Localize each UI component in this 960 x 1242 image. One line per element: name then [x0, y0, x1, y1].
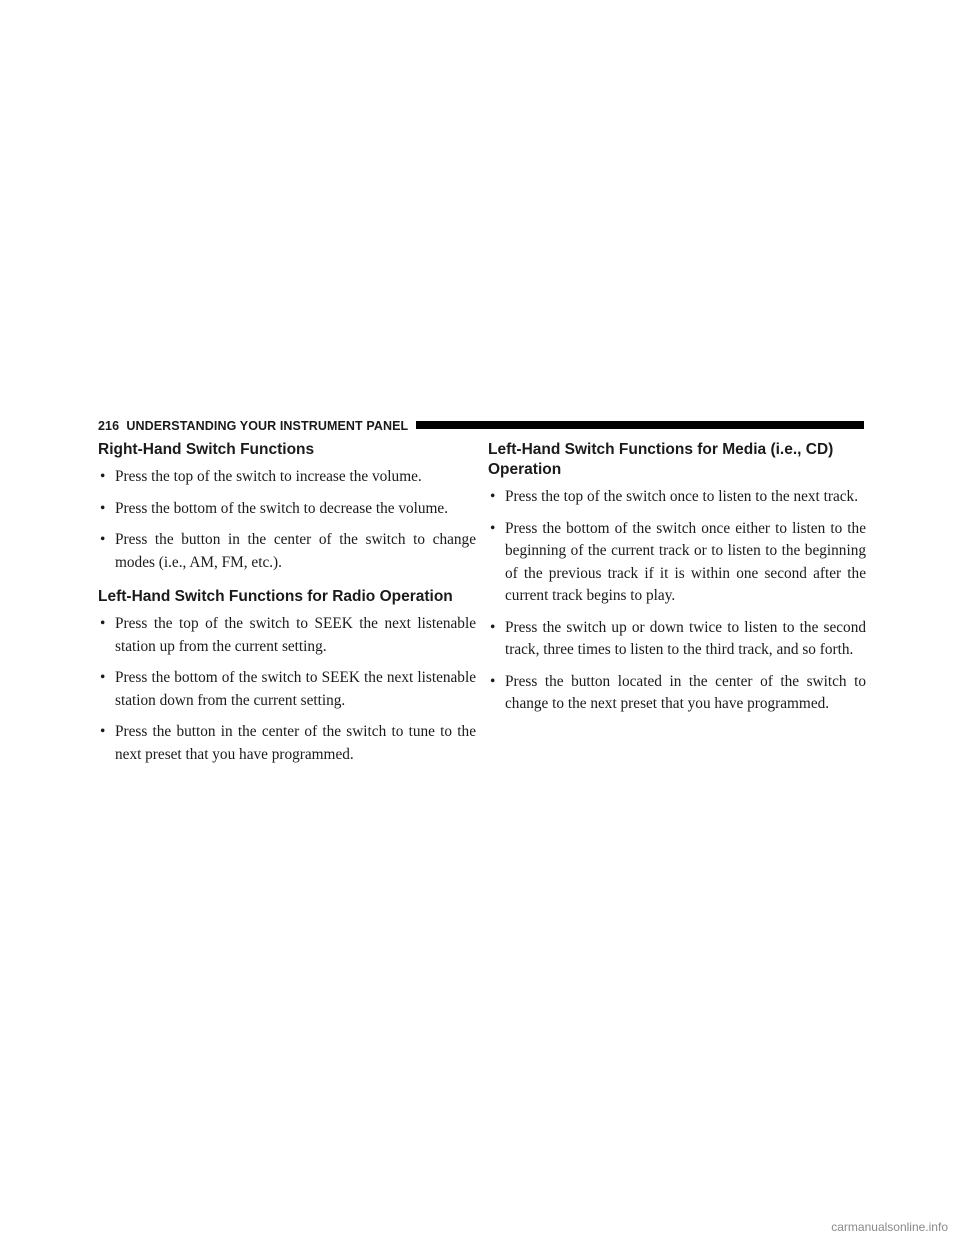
list-item-text: Press the top of the switch once to listen to the next track. [505, 488, 859, 505]
bullet-icon: • [490, 519, 496, 537]
header-rule [416, 421, 864, 429]
right-column [488, 440, 866, 725]
list-item-text: Press the bottom of the switch once either to listen to the beginning of the current track or to listen to the beginning of the previous track if it is within one second after the current track begins to play. [505, 519, 866, 604]
bullet-icon: • [100, 669, 106, 686]
list-item-text: Press the bottom of the switch to SEEK the next listenable station down from the current setting. [115, 669, 476, 709]
header-text [98, 418, 408, 434]
list-item-text: Press the button in the center of the switch to change modes (i.e., AM, FM, etc.). [115, 531, 476, 571]
section-heading-right-hand-switch: Right-Hand Switch Functions [98, 441, 315, 458]
bullet-list-media-operation [488, 486, 866, 716]
bullet-list-right-hand-switch [98, 466, 476, 574]
page-number: 216 [98, 419, 120, 433]
list-item [488, 617, 866, 662]
list-item [98, 498, 476, 521]
bullet-list-radio-operation [98, 613, 476, 766]
page-header [98, 418, 864, 434]
list-item [98, 529, 476, 574]
list-item-text: Press the button located in the center of the switch to change to the next preset that you have programmed. [505, 672, 866, 712]
bullet-icon: • [490, 672, 496, 690]
section-heading-media-operation: Left-Hand Switch Functions for Media (i.e., CD) Operation [488, 441, 834, 478]
bullet-icon: • [100, 468, 106, 485]
watermark: carmanualsonline.info [831, 1220, 948, 1234]
list-item [98, 721, 476, 766]
list-item [98, 466, 476, 489]
list-item-text: Press the switch up or down twice to listen to the second track, three times to listen to the third track, and so forth. [505, 618, 866, 658]
left-column [98, 440, 476, 775]
list-item-text: Press the top of the switch to increase the volume. [115, 468, 422, 485]
bullet-icon: • [490, 618, 496, 636]
list-item [98, 667, 476, 712]
section-title: UNDERSTANDING YOUR INSTRUMENT PANEL [126, 419, 409, 433]
bullet-icon: • [100, 615, 106, 632]
bullet-icon: • [100, 531, 106, 548]
list-item [488, 486, 866, 509]
list-item [488, 671, 866, 716]
list-item-text: Press the bottom of the switch to decrease the volume. [115, 499, 449, 517]
list-item [98, 613, 476, 658]
bullet-icon: • [100, 499, 106, 517]
list-item [488, 518, 866, 608]
bullet-icon: • [100, 723, 106, 740]
list-item-text: Press the top of the switch to SEEK the next listenable station up from the current setting. [115, 615, 476, 655]
section-heading-radio-operation: Left-Hand Switch Functions for Radio Operation [98, 588, 453, 605]
list-item-text: Press the button in the center of the switch to tune to the next preset that you have programmed. [115, 723, 476, 763]
bullet-icon: • [490, 488, 496, 505]
